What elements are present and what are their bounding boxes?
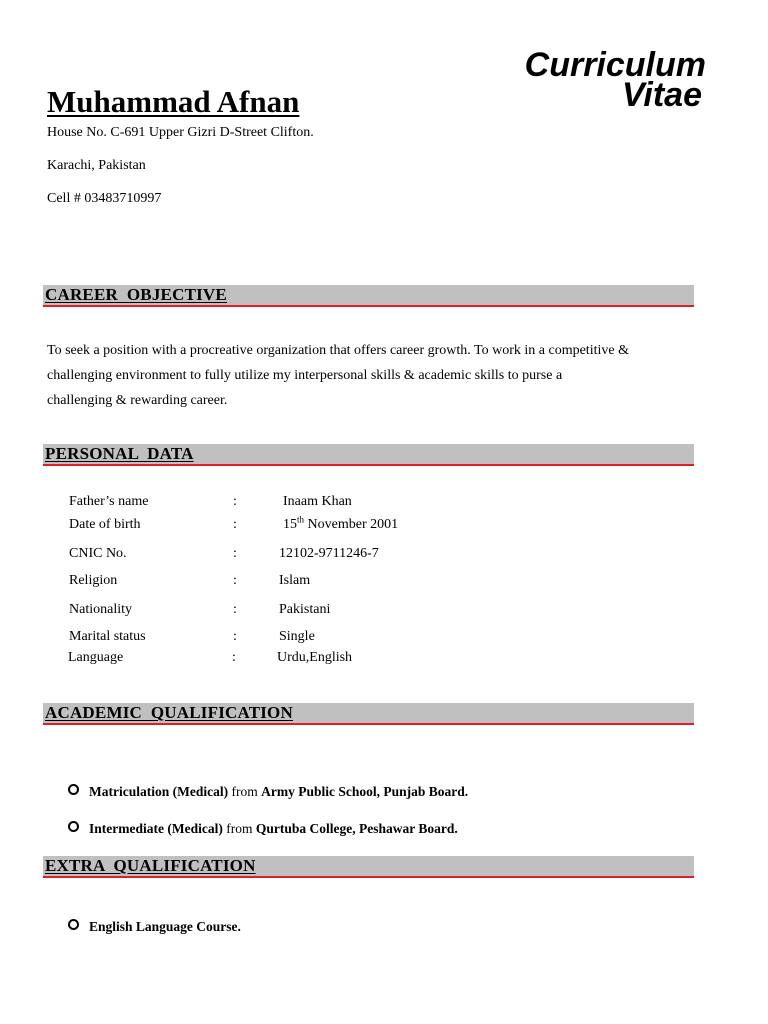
- field-label: CNIC No.: [69, 546, 127, 561]
- field-value: Single: [279, 629, 315, 644]
- objective-line: challenging & rewarding career.: [47, 393, 228, 408]
- objective-line: To seek a position with a procreative organization that offers career growth. To work in a competitive &: [47, 343, 629, 358]
- candidate-name: Muhammad Afnan: [47, 84, 300, 119]
- dob-suffix: th: [297, 514, 305, 525]
- section-header-career-objective: [43, 285, 694, 307]
- field-label: Marital status: [69, 629, 146, 644]
- document-title: [524, 46, 706, 114]
- field-label: Date of birth: [69, 517, 141, 532]
- section-title: EXTRA QUALIFICATION: [45, 856, 256, 875]
- bullet-circle-icon: [68, 821, 79, 832]
- field-colon: :: [233, 494, 237, 509]
- section-title: ACADEMIC QUALIFICATION: [45, 703, 293, 722]
- section-header-academic-qualification: [43, 703, 694, 725]
- course-name: English Language Course.: [89, 919, 241, 934]
- section-header-personal-data: [43, 444, 694, 466]
- field-value: 12102-9711246-7: [279, 546, 379, 561]
- address-line-1: House No. C-691 Upper Gizri D-Street Clifton.: [47, 125, 314, 140]
- field-colon: :: [232, 650, 236, 665]
- degree-name: Intermediate (Medical): [89, 821, 223, 836]
- field-value: Islam: [279, 573, 311, 588]
- dob-day: 15: [283, 517, 297, 532]
- field-value: [283, 516, 398, 534]
- title-line-1: Curriculum: [524, 46, 706, 84]
- field-value: Urdu,English: [277, 650, 353, 665]
- field-value: Pakistani: [279, 602, 331, 617]
- field-colon: :: [233, 573, 237, 588]
- field-colon: :: [233, 546, 237, 561]
- field-label: Language: [68, 650, 124, 665]
- objective-line: challenging environment to fully utilize my interpersonal skills & academic skills to purse a: [47, 368, 563, 383]
- career-objective-text: [47, 338, 707, 413]
- dob-rest: November 2001: [304, 517, 399, 532]
- institution-name: Army Public School, Punjab Board.: [261, 784, 469, 799]
- field-colon: :: [233, 602, 237, 617]
- field-label: Nationality: [69, 602, 132, 617]
- bullet-circle-icon: [68, 784, 79, 795]
- cell-number: Cell # 03483710997: [47, 191, 162, 206]
- degree-name: Matriculation (Medical): [89, 784, 229, 799]
- academic-item-matriculation: [68, 783, 468, 801]
- from-text: from: [222, 821, 256, 836]
- bullet-circle-icon: [68, 919, 79, 930]
- section-title: CAREER OBJECTIVE: [45, 285, 227, 304]
- title-line-2: Vitae: [621, 76, 702, 114]
- academic-item-intermediate: [68, 820, 458, 838]
- address-line-2: Karachi, Pakistan: [47, 158, 146, 173]
- institution-name: Qurtuba College, Peshawar Board.: [255, 821, 458, 836]
- section-header-extra-qualification: [43, 856, 694, 878]
- section-title: PERSONAL DATA: [45, 444, 194, 463]
- field-label: Father’s name: [69, 494, 149, 509]
- field-label: Religion: [69, 573, 118, 588]
- field-value: Inaam Khan: [283, 494, 352, 509]
- field-colon: :: [233, 629, 237, 644]
- field-colon: :: [233, 517, 237, 532]
- from-text: from: [228, 784, 262, 799]
- extra-item-english-course: [68, 918, 241, 936]
